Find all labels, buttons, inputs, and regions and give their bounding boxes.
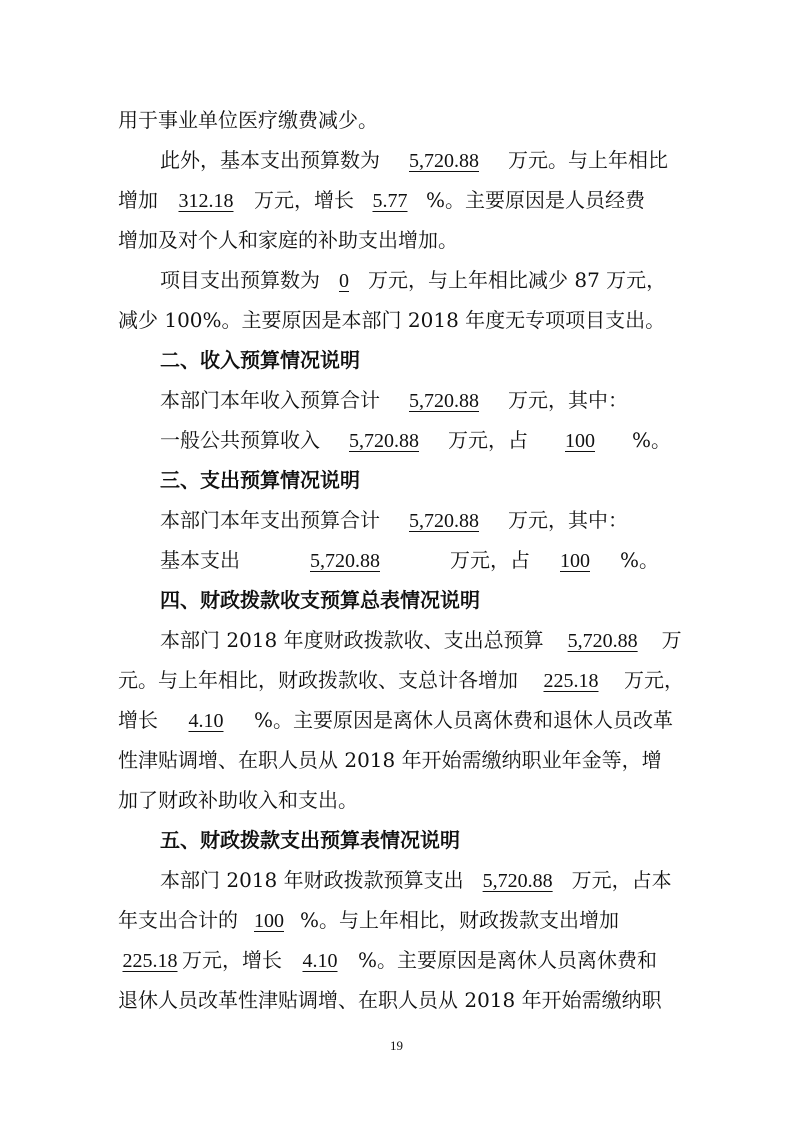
- paragraph-line: [118, 666, 684, 695]
- text: 万元，与上年相比减少 87 万元，: [368, 268, 667, 292]
- underlined-value: 312.18: [178, 190, 234, 212]
- paragraph-line: [118, 946, 657, 975]
- paragraph-line: [160, 386, 628, 415]
- text: 加了财政补助收入和支出。: [118, 788, 358, 812]
- text: 本部门本年收入预算合计: [160, 388, 380, 412]
- text: 万元，占: [450, 548, 530, 572]
- underlined-value: 5,720.88: [409, 150, 479, 172]
- paragraph-line: [160, 546, 659, 575]
- text: 一般公共预算收入: [160, 428, 320, 452]
- text: 增长: [118, 708, 158, 732]
- underlined-value: 225.18: [543, 670, 599, 692]
- underlined-value: 5,720.88: [567, 630, 638, 652]
- text: 万元，: [624, 668, 684, 692]
- text: 性津贴调增、在职人员从 2018 年开始需缴纳职业年金等，增: [118, 748, 662, 772]
- text: 年支出合计的: [118, 908, 238, 932]
- paragraph-line: [118, 106, 378, 134]
- text: %。主要原因是离休人员离休费和退休人员改革: [254, 708, 674, 732]
- underlined-value: 5,720.88: [482, 870, 553, 892]
- paragraph-line: [118, 186, 645, 215]
- text: %。主要原因是离休人员离休费和: [358, 948, 658, 972]
- text: %。: [632, 428, 672, 452]
- underlined-value: 100: [560, 550, 590, 572]
- underlined-value: 100: [254, 910, 284, 932]
- text: 增加及对个人和家庭的补助支出增加。: [118, 228, 458, 252]
- paragraph-line: [118, 986, 662, 1014]
- text: 万元，其中：: [508, 508, 628, 532]
- text: 万元，占: [448, 428, 528, 452]
- text: 本部门本年支出预算合计: [160, 508, 380, 532]
- underlined-value: 4.10: [188, 710, 224, 732]
- text: 万元，占本: [571, 868, 672, 892]
- paragraph-line: [118, 786, 358, 814]
- underlined-value: 5,720.88: [409, 390, 479, 412]
- section-heading: [160, 586, 480, 614]
- text: 万元，增长: [182, 948, 282, 972]
- underlined-value: 4.10: [302, 950, 338, 972]
- underlined-value: 100: [565, 430, 595, 452]
- paragraph-line: [160, 866, 672, 895]
- text: 减少 100%。主要原因是本部门 2018 年度无专项项目支出。: [118, 308, 666, 332]
- heading-text: 四、财政拨款收支预算总表情况说明: [160, 588, 480, 612]
- paragraph-line: [160, 146, 668, 175]
- text: %。主要原因是人员经费: [426, 188, 646, 212]
- text: 万元，增长: [254, 188, 354, 212]
- text: %。: [620, 548, 660, 572]
- text: 用于事业单位医疗缴费减少。: [118, 108, 378, 132]
- heading-text: 五、财政拨款支出预算表情况说明: [160, 828, 460, 852]
- underlined-value: 5,720.88: [349, 430, 419, 452]
- underlined-value: 5,720.88: [409, 510, 479, 532]
- text: 增加: [118, 188, 158, 212]
- page-number: 19: [390, 1038, 403, 1053]
- paragraph-line: [118, 226, 458, 254]
- text: 万元。与上年相比: [508, 148, 668, 172]
- heading-text: 二、收入预算情况说明: [160, 348, 360, 372]
- section-heading: [160, 826, 460, 854]
- text: %。与上年相比，财政拨款支出增加: [300, 908, 620, 932]
- section-heading: [160, 346, 360, 374]
- section-heading: [160, 466, 360, 494]
- paragraph-line: [118, 706, 673, 735]
- text: 万元，其中：: [508, 388, 628, 412]
- paragraph-line: [160, 626, 682, 655]
- paragraph-line: [160, 266, 666, 295]
- text: 项目支出预算数为: [160, 268, 320, 292]
- underlined-value: 5.77: [372, 190, 408, 212]
- paragraph-line: [160, 506, 628, 535]
- underlined-value: 5,720.88: [310, 550, 380, 572]
- text: 万: [661, 628, 682, 652]
- paragraph-line: [160, 426, 671, 455]
- text: 本部门 2018 年财政拨款预算支出: [160, 868, 464, 892]
- text: 基本支出: [160, 548, 240, 572]
- paragraph-line: [118, 746, 662, 774]
- text: 元。与上年相比，财政拨款收、支总计各增加: [118, 668, 518, 692]
- underlined-value: 225.18: [122, 950, 178, 972]
- text: 此外，基本支出预算数为: [160, 148, 380, 172]
- underlined-value: 0: [339, 270, 349, 292]
- text: 退休人员改革性津贴调增、在职人员从 2018 年开始需缴纳职: [118, 988, 662, 1012]
- text: 本部门 2018 年度财政拨款收、支出总预算: [160, 628, 544, 652]
- paragraph-line: [118, 906, 619, 935]
- paragraph-line: [118, 306, 665, 334]
- heading-text: 三、支出预算情况说明: [160, 468, 360, 492]
